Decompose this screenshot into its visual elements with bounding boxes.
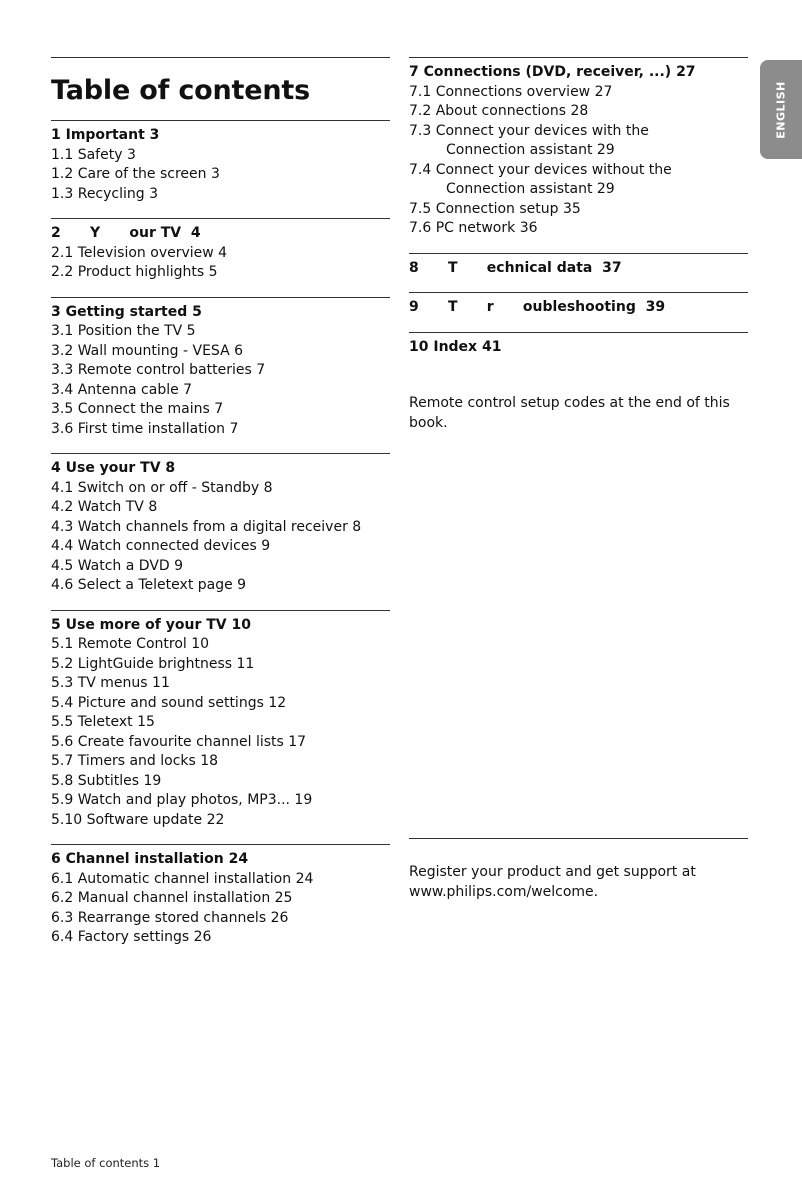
right-column: [409, 57, 748, 916]
toc-item[interactable]: 4.1 Switch on or off - Standby 8: [51, 479, 273, 496]
toc-heading[interactable]: 8 T echnical data 37: [409, 259, 622, 276]
toc-heading[interactable]: 6 Channel installation 24: [51, 851, 249, 867]
toc-item[interactable]: 7.2 About connections 28: [409, 103, 589, 119]
toc-item-continuation[interactable]: Connection assistant 29: [446, 181, 615, 197]
toc-item[interactable]: 3.4 Antenna cable 7: [51, 381, 193, 398]
toc-section-6: [51, 845, 390, 962]
toc-item[interactable]: 4.6 Select a Teletext page 9: [51, 577, 247, 593]
toc-section-10: [409, 333, 748, 448]
toc-heading[interactable]: 4 Use your TV 8: [51, 460, 176, 476]
toc-heading[interactable]: 3 Getting started 5: [51, 303, 202, 320]
register-link[interactable]: www.philips.com/welcome.: [409, 883, 599, 900]
toc-section-1: [51, 121, 390, 218]
toc-item[interactable]: 5.4 Picture and sound settings 12: [51, 694, 287, 711]
toc-item[interactable]: 4.5 Watch a DVD 9: [51, 557, 184, 574]
toc-item[interactable]: 5.6 Create favourite channel lists 17: [51, 733, 307, 750]
toc-item[interactable]: 5.5 Teletext 15: [51, 714, 155, 730]
toc-section-2: [51, 219, 390, 297]
spacer: [409, 447, 748, 838]
toc-item[interactable]: 5.8 Subtitles 19: [51, 772, 162, 789]
left-column: [51, 57, 390, 962]
toc-item[interactable]: 3.3 Remote control batteries 7: [51, 362, 266, 378]
toc-section-3: [51, 298, 390, 454]
toc-item[interactable]: 7.6 PC network 36: [409, 220, 538, 236]
toc-item[interactable]: 2.2 Product highlights 5: [51, 264, 218, 280]
toc-item[interactable]: 5.3 TV menus 11: [51, 675, 170, 691]
toc-item-continuation[interactable]: Connection assistant 29: [446, 142, 615, 158]
page-footer: Table of contents 1: [51, 1156, 161, 1170]
toc-item[interactable]: 7.3 Connect your devices with the: [409, 122, 649, 139]
toc-item[interactable]: 6.3 Rearrange stored channels 26: [51, 909, 289, 926]
toc-item[interactable]: 1.1 Safety 3: [51, 146, 136, 163]
toc-item[interactable]: 4.3 Watch channels from a digital receiver 8: [51, 518, 362, 535]
toc-item[interactable]: 7.4 Connect your devices without the: [409, 161, 672, 178]
remote-codes-note: Remote control setup codes at the end of this book.: [409, 395, 730, 431]
toc-item[interactable]: 7.5 Connection setup 35: [409, 200, 581, 217]
toc-heading[interactable]: 1 Important 3: [51, 127, 160, 143]
toc-item[interactable]: 1.3 Recycling 3: [51, 185, 159, 202]
register-note: Register your product and get support at: [409, 864, 696, 880]
register-section: [409, 839, 748, 916]
toc-item[interactable]: 3.5 Connect the mains 7: [51, 401, 224, 417]
toc-item[interactable]: 6.2 Manual channel installation 25: [51, 890, 293, 906]
toc-item[interactable]: 6.1 Automatic channel installation 24: [51, 870, 314, 887]
toc-item[interactable]: 7.1 Connections overview 27: [409, 83, 613, 100]
toc-section-8: [409, 254, 748, 293]
toc-item[interactable]: 5.9 Watch and play photos, MP3... 19: [51, 792, 313, 808]
toc-heading[interactable]: 5 Use more of your TV 10: [51, 616, 251, 633]
toc-item[interactable]: 5.2 LightGuide brightness 11: [51, 655, 255, 672]
toc-item[interactable]: 2.1 Television overview 4: [51, 244, 228, 261]
toc-item[interactable]: 5.10 Software update 22: [51, 811, 225, 828]
toc-item[interactable]: 5.1 Remote Control 10: [51, 636, 210, 652]
toc-item[interactable]: 6.4 Factory settings 26: [51, 929, 212, 945]
toc-section-9: [409, 293, 748, 332]
toc-section-5: [51, 611, 390, 845]
toc-item[interactable]: 3.2 Wall mounting - VESA 6: [51, 342, 244, 359]
toc-heading[interactable]: 7 Connections (DVD, receiver, ...) 27: [409, 64, 696, 80]
toc-section-4: [51, 454, 390, 610]
toc-item[interactable]: 3.6 First time installation 7: [51, 420, 239, 437]
spacer: [409, 357, 748, 394]
language-tab-label: ENGLISH: [774, 80, 788, 139]
toc-item[interactable]: 3.1 Position the TV 5: [51, 323, 196, 339]
page-title: Table of contents: [51, 75, 310, 106]
toc-heading[interactable]: 9 T r oubleshooting 39: [409, 299, 666, 315]
language-tab: [760, 60, 802, 159]
toc-item[interactable]: 4.4 Watch connected devices 9: [51, 538, 271, 554]
toc-heading[interactable]: 10 Index 41: [409, 338, 502, 355]
toc-item[interactable]: 1.2 Care of the screen 3: [51, 166, 220, 182]
toc-item[interactable]: 4.2 Watch TV 8: [51, 499, 158, 515]
toc-item[interactable]: 5.7 Timers and locks 18: [51, 753, 219, 769]
toc-section-7: [409, 58, 748, 253]
toc-heading[interactable]: 2 Y our TV 4: [51, 225, 201, 241]
